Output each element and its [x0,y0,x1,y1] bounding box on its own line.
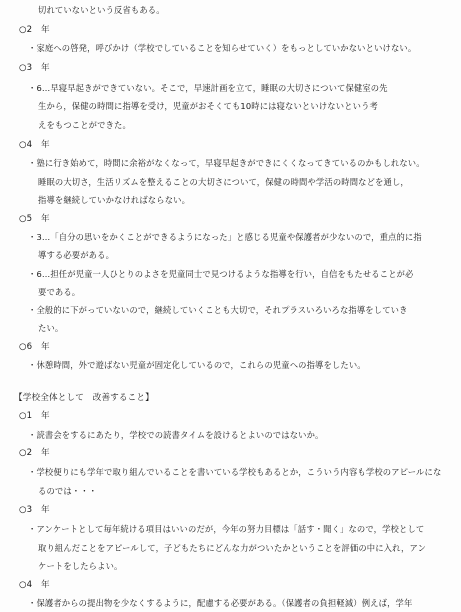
text-line: ・アンケートとして毎年続ける項目はいいのだが，今年の努力目標は「話す・聞く」なので，学校として [28,524,425,534]
grade-heading: ○3 年 [19,505,50,515]
text-line: 導する必要がある。 [38,250,115,260]
text-line: 指導を継続していかなければならない。 [38,195,191,205]
grade-heading: ○4 年 [19,580,50,590]
grade-heading: ○4 年 [19,140,50,150]
text-line: ・休憩時間，外で遊ばない児童が固定化しているので，これらの児童への指導をしたい。 [28,360,366,370]
text-line: ・保護者からの提出物を少なくするように，配慮する必要がある。（保護者の負担軽減）例えば，学年 [28,598,413,608]
text-line: 切れていないという反省もある。 [38,5,165,15]
text-line: ・学校便りにも学年で取り組んでいることを書いている学校もあるとか，こういう内容も学校のアピールにな [28,467,442,477]
text-line: ・読書会をするにあたり，学校での読書タイムを設けるとよいのではないか。 [28,430,324,440]
grade-heading: ○2 年 [19,448,50,458]
text-line: 要である。 [38,287,81,297]
grade-heading: ○3 年 [19,63,50,73]
text-line: ケートをしたらよい。 [38,561,123,571]
text-line: ・3…「自分の思いをかくことができるようになった」と感じる児童や保護者が少ないので，重点的に指 [28,232,422,242]
text-line: ・6…早寝早起きができていない。そこで，早速計画を立て，睡眠の大切さについて保健室の先 [28,83,388,93]
text-line: 睡眠の大切さ，生活リズムを整えることの大切さについて，保健の時間や学活の時間などを通し， [38,177,409,187]
text-line: えをもつことができた。 [38,120,131,130]
grade-heading: ○2 年 [19,25,50,35]
text-line: 取り組んだことをアピールして，子どもたちにどんな力がついたかということを評価の中に入れ，アン [38,543,427,553]
text-line: ・全般的に下がっていないので，継続していくことも大切で，それプラスいろいろな指導をしていき [28,305,408,315]
text-line: 生から，保健の時間に指導を受け，児童がおそくても10時には寝ないといけないという考 [38,101,378,111]
grade-heading: ○6 年 [19,342,50,352]
text-line: たい。 [38,323,64,333]
text-line: ・家庭への啓発，呼びかけ（学校でしていることを知らせていく）をもっとしていかないといけない。 [28,43,417,53]
section-heading: 【学校全体として 改善すること】 [14,393,154,403]
grade-heading: ○1 年 [19,411,50,421]
text-line: るのでは・・・ [38,486,98,496]
grade-heading: ○5 年 [19,214,50,224]
text-line: ・6…担任が児童一人ひとりのよさを児童同士で見つけるような指導を行い，自信をもたせることが必 [28,269,414,279]
text-line: ・塾に行き始めて，時間に余裕がなくなって，早寝早起きができにくくなってきているのかもしれない。 [28,158,425,168]
